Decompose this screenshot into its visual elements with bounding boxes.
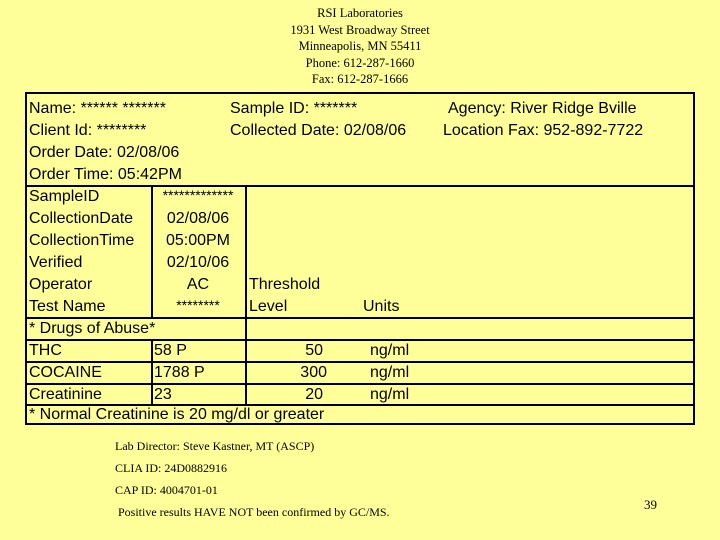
sample-value: 05:00PM <box>165 232 231 249</box>
lab-fax: Fax: 612-287-1666 <box>311 72 409 87</box>
order-date: Order Date: 02/08/06 <box>29 144 180 161</box>
divider <box>151 185 153 319</box>
sample-value: AC <box>186 276 210 293</box>
divider <box>27 185 693 187</box>
sample-label: CollectionTime <box>29 232 135 249</box>
sample-label: SampleID <box>29 188 100 205</box>
agency: Agency: River Ridge Bville <box>448 100 637 117</box>
result-value: 1788 P <box>154 364 205 381</box>
result-units: ng/ml <box>370 364 410 381</box>
sample-label: Test Name <box>29 298 106 315</box>
location-fax: Location Fax: 952-892-7722 <box>443 122 644 139</box>
result-value: 58 P <box>154 342 187 359</box>
client-id: Client Id: ******** <box>29 122 147 139</box>
result-test-name: Creatinine <box>29 386 102 403</box>
threshold-header: Threshold <box>249 276 321 293</box>
lab-phone: Phone: 612-287-1660 <box>305 55 415 70</box>
divider <box>151 339 153 405</box>
section-title: * Drugs of Abuse* <box>29 320 156 337</box>
sample-value: ************* <box>162 187 234 203</box>
result-threshold: 300 <box>300 364 327 381</box>
confirmation-disclaimer: Positive results HAVE NOT been confirmed by GC/MS. <box>118 505 390 519</box>
result-threshold: 50 <box>305 342 323 359</box>
divider <box>245 339 247 405</box>
collected-date: Collected Date: 02/08/06 <box>230 122 407 139</box>
divider <box>27 361 693 363</box>
result-units: ng/ml <box>370 386 410 403</box>
lab-name: RSI Laboratories <box>317 6 403 20</box>
result-units: ng/ml <box>370 342 410 359</box>
lab-director: Lab Director: Steve Kastner, MT (ASCP) <box>115 439 315 453</box>
sample-id: Sample ID: ******* <box>230 100 358 117</box>
cap-id: CAP ID: 4004701-01 <box>115 483 218 497</box>
result-threshold: 20 <box>305 386 323 403</box>
sample-label: CollectionDate <box>29 210 134 227</box>
sample-value: 02/10/06 <box>166 254 230 271</box>
sample-value: ******** <box>176 297 220 313</box>
sample-label: Verified <box>29 254 83 271</box>
lab-address-line2: Minneapolis, MN 55411 <box>298 39 422 54</box>
threshold-level-header: Level <box>249 298 288 315</box>
sample-label: Operator <box>29 276 93 293</box>
lab-report-table <box>25 92 695 425</box>
result-test-name: THC <box>29 342 62 359</box>
divider <box>27 383 693 385</box>
order-time: Order Time: 05:42PM <box>29 166 182 183</box>
creatinine-note: * Normal Creatinine is 20 mg/dl or greater <box>29 406 325 423</box>
page-number: 39 <box>644 497 657 512</box>
lab-header <box>0 5 720 88</box>
divider <box>27 339 693 341</box>
clia-id: CLIA ID: 24D0882916 <box>115 461 227 475</box>
lab-address-line1: 1931 West Broadway Street <box>290 22 430 37</box>
sample-value: 02/08/06 <box>166 210 230 227</box>
patient-name: Name: ****** ******* <box>29 100 166 117</box>
result-test-name: COCAINE <box>29 364 102 381</box>
units-header: Units <box>363 298 400 315</box>
result-value: 23 <box>154 386 172 403</box>
